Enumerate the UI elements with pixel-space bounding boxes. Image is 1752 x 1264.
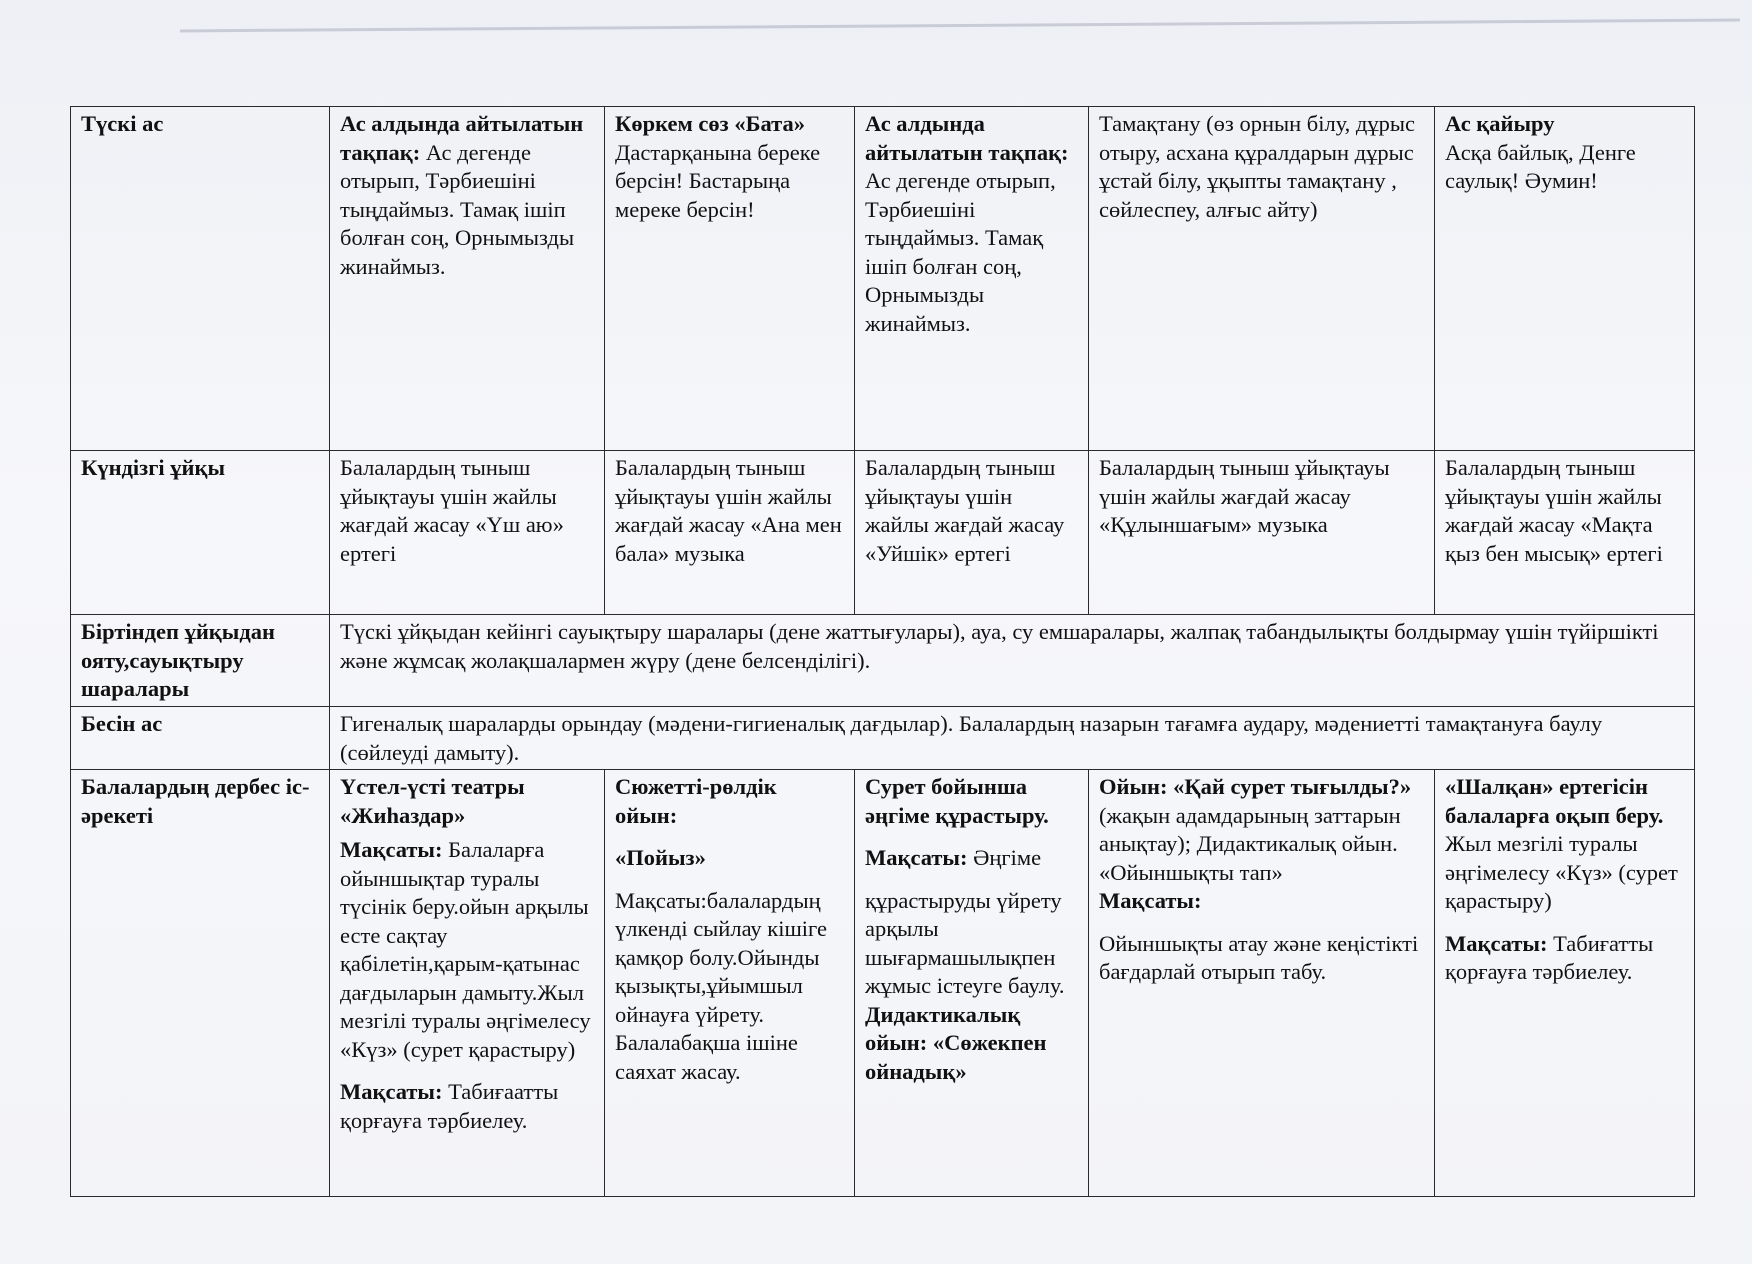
row-wake [71,615,1695,707]
cell-activity-wed [855,770,1089,1197]
activity-wed-text: құрастыруды үйрету арқылы шығармашылықпен жұмыс істеуге баулу. [865,887,1065,998]
lunch-fri-heading: Ас қайыру [1445,111,1555,136]
lunch-fri-text: Асқа байлық, Денге саулық! Әумин! [1445,139,1636,193]
activity-thu-goal-text: Ойыншықты атау және кеңістікті бағдарлай отырып табу. [1099,930,1419,984]
activity-thu-heading: Ойын: «Қай сурет тығылды?» [1099,774,1412,799]
lunch-mon-heading: Ас алдында айтылатын тақпақ: [340,111,584,165]
daily-plan-table [70,106,1695,1197]
lunch-tue-heading: Көркем сөз «Бата» [615,111,805,136]
row-title-nap: Күндізгі ұйқы [71,451,330,615]
activity-tue-game: «Пойыз» [615,845,706,870]
row-title-lunch: Түскі ас [71,107,330,451]
activity-mon-goal-label: Мақсаты: [340,837,443,862]
row-title-activity: Балалардың дербес іс-әрекеті [71,770,330,1197]
lunch-thu-text: Тамақтану (өз орнын білу, дұрыс отыру, асхана құралдарын дұрыс ұстай білу, ұқыпты тамақтану , сөйлеспеу, алғыс айту) [1099,111,1415,222]
row-activity [71,770,1695,1197]
cell-nap-thu: Балалардың тыныш ұйықтауы үшін жайлы жағдай жасау «Құлыншағым» музыка [1089,451,1435,615]
lunch-tue-text: Дастарқанына береке берсін! Бастарыңа мереке берсін! [615,139,821,222]
activity-tue-text: Мақсаты:балалардың үлкенді сыйлау кішіге қамқор болу.Ойынды қызықты,ұйымшыл ойнауға үйрету. Балалабақша ішіне саяхат жасау. [615,887,827,1084]
cell-lunch-fri [1435,107,1695,451]
cell-nap-tue: Балалардың тыныш ұйықтауы үшін жайлы жағдай жасау «Ана мен бала» музыка [605,451,855,615]
cell-activity-fri [1435,770,1695,1197]
activity-mon-goal2-label: Мақсаты: [340,1079,443,1104]
cell-snack-text: Гигеналық шараларды орындау (мәдени-гигиеналық дағдылар). Балалардың назарын тағамға аудару, мәдениетті тамақтануға баулу (сөйлеуді дамыту). [330,707,1695,770]
cell-activity-mon [330,770,605,1197]
cell-nap-fri: Балалардың тыныш ұйықтауы үшін жайлы жағдай жасау «Мақта қыз бен мысық» ертегі [1435,451,1695,615]
activity-fri-heading: «Шалқан» ертегісін балаларға оқып беру. [1445,774,1664,828]
activity-wed-game: Дидактикалық ойын: «Сөжекпен ойнадық» [865,1001,1047,1084]
cell-activity-tue [605,770,855,1197]
cell-activity-thu [1089,770,1435,1197]
activity-fri-goal-label: Мақсаты: [1445,930,1548,956]
activity-tue-heading: Сюжетті-рөлдік ойын: [615,774,777,828]
row-title-snack: Бесін ас [71,707,330,770]
cell-lunch-thu [1089,107,1435,451]
activity-thu-text: (жақын адамдарының заттарын анықтау); Дидактикалық ойын. «Ойыншықты тап» [1099,802,1401,885]
row-nap [71,451,1695,615]
activity-wed-goal-label: Мақсаты: [865,845,968,870]
lunch-wed-text: Ас дегенде отырып, Тәрбиешіні тыңдаймыз. Тамақ ішіп болған соң, Орнымызды жинаймыз. [865,168,1056,336]
cell-lunch-tue [605,107,855,451]
cell-nap-wed: Балалардың тыныш ұйықтауы үшін жайлы жағдай жасау «Уйшік» ертегі [855,451,1089,615]
activity-fri-text: Жыл мезгілі туралы әңгімелесу «Күз» (сурет қарастыру) [1445,831,1678,913]
activity-wed-heading: Сурет бойынша әңгіме құрастыру. [865,774,1049,828]
row-title-wake: Біртіндеп ұйқыдан ояту,сауықтыру шаралары [71,615,330,707]
activity-wed-goal-text: Әңгіме [973,845,1042,870]
page-edge-line [180,19,1740,33]
activity-mon-goal-text: Балаларға ойыншықтар туралы түсінік беру.ойын арқылы есте сақтау қабілетін,қарым-қатынас дағдыларын дамыту.Жыл мезгілі туралы әңгімелесу «Күз» (сурет қарастыру) [340,837,591,1062]
row-snack [71,707,1695,770]
activity-fri-goal-text: Табиғатты қорғауға тәрбиелеу. [1445,930,1654,984]
cell-lunch-wed [855,107,1089,451]
activity-mon-goal2-text: Табиғаатты қорғауға тәрбиелеу. [340,1079,559,1133]
activity-mon-heading: Үстел-үсті театры «Жиһаздар» [340,774,525,828]
lunch-mon-text: Ас дегенде отырып, Тәрбиешіні тыңдаймыз. Тамақ ішіп болған соң, Орнымызды жинаймыз. [340,139,575,279]
activity-thu-goal-label: Мақсаты: [1099,888,1202,913]
cell-wake-text: Түскі ұйқыдан кейінгі сауықтыру шаралары (дене жаттығулары), ауа, су емшаралары, жалпақ табандылықты болдырмау үшін түйіршікті және жұмсақ жолақшалармен жүру (дене белсенділігі). [330,615,1695,707]
row-lunch [71,107,1695,451]
cell-nap-mon: Балалардың тыныш ұйықтауы үшін жайлы жағдай жасау «Үш аю» ертегі [330,451,605,615]
cell-lunch-mon [330,107,605,451]
lunch-wed-heading: Ас алдында айтылатын тақпақ: [865,111,1069,165]
